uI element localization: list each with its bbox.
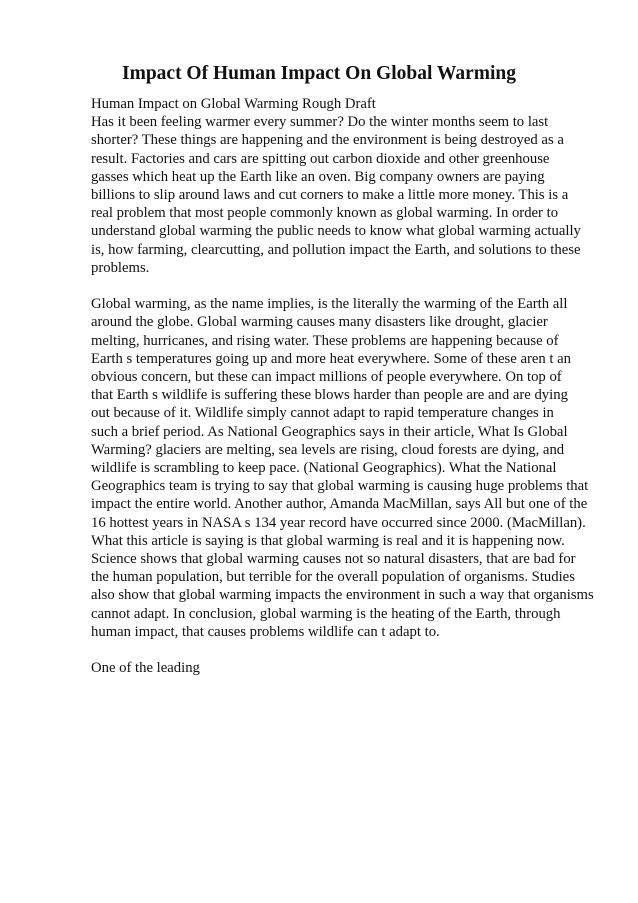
text-line: Global warming, as the name implies, is the literally the warming of the Earth all — [91, 296, 568, 313]
text-line: Human Impact on Global Warming Rough Draft — [91, 96, 376, 112]
text-line: the human population, but terrible for the overall population of organisms. Studies — [91, 569, 575, 586]
paragraph — [91, 295, 594, 641]
document-title: Impact Of Human Impact On Global Warming — [121, 63, 516, 84]
text-line: What this article is saying is that global warming is real and it is happening now. — [91, 532, 565, 549]
text-line: that Earth s wildlife is suffering these blows harder than people are and are dying — [91, 387, 568, 404]
text-line: such a brief period. As National Geographics says in their article, What Is Global — [91, 423, 568, 440]
text-line: result. Factories and cars are spitting out carbon dioxide and other greenhouse — [91, 150, 550, 167]
paragraph-gap — [91, 641, 591, 659]
text-line: around the globe. Global warming causes many disasters like drought, glacier — [91, 314, 548, 331]
text-line: billions to slip around laws and cut corners to make a little more money. This is a — [91, 187, 569, 204]
text-line: Warming? glaciers are melting, sea levels are rising, cloud forests are dying, and — [91, 441, 565, 458]
text-line: out because of it. Wildlife simply cannot adapt to rapid temperature changes in — [91, 405, 554, 422]
text-line: problems. — [91, 259, 150, 276]
text-line: human impact, that causes problems wildlife can t adapt to. — [91, 623, 440, 640]
text-line: shorter? These things are happening and the environment is being destroyed as a — [91, 132, 564, 149]
text-line: One of the leading — [91, 660, 200, 677]
text-line: Geographics team is trying to say that global warming is causing huge problems that — [91, 478, 589, 495]
paragraph — [91, 95, 591, 277]
text-line: melting, hurricanes, and rising water. These problems are happening because of — [91, 332, 559, 349]
text-line: is, how farming, clearcutting, and pollution impact the Earth, and solutions to these — [91, 241, 581, 258]
text-line: cannot adapt. In conclusion, global warming is the heating of the Earth, through — [91, 605, 561, 622]
text-line: Has it been feeling warmer every summer? Do the winter months seem to last — [91, 114, 549, 131]
text-line: real problem that most people commonly known as global warming. In order to — [91, 205, 559, 222]
text-line: Science shows that global warming causes not so natural disasters, that are bad for — [91, 551, 576, 568]
document-body — [91, 95, 594, 677]
text-line: gasses which heat up the Earth like an oven. Big company owners are paying — [91, 168, 545, 185]
text-line: obvious concern, but these can impact millions of people everywhere. On top of — [91, 369, 562, 386]
text-line: 16 hottest years in NASA s 134 year record have occurred since 2000. (MacMillan). — [91, 514, 586, 531]
paragraph — [91, 659, 591, 677]
text-line: understand global warming the public needs to know what global warming actually — [91, 223, 581, 240]
text-line: also show that global warming impacts the environment in such a way that organisms — [91, 587, 594, 604]
text-line: wildlife is scrambling to keep pace. (National Geographics). What the National — [91, 460, 557, 477]
text-line: Earth s temperatures going up and more heat everywhere. Some of these aren t an — [91, 350, 572, 367]
text-line: impact the entire world. Another author, Amanda MacMillan, says All but one of the — [91, 496, 588, 513]
paragraph-gap — [91, 277, 591, 295]
